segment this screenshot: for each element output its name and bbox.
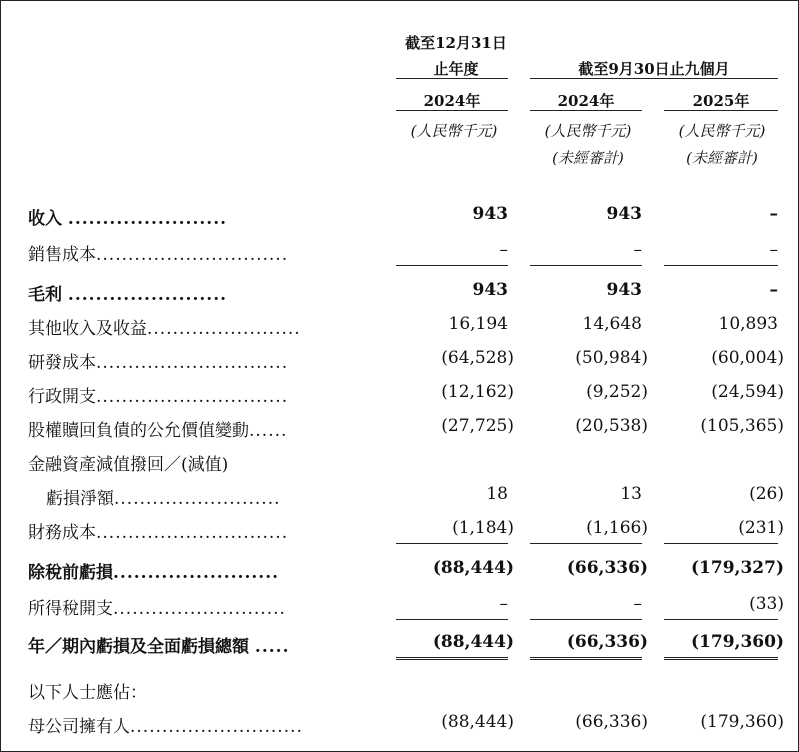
subtotal-rule-c3 — [664, 619, 778, 620]
row-label: 所得稅開支 — [28, 599, 113, 619]
cell-revenue-c2: 943 — [606, 204, 642, 224]
cell-admin-expenses-c2: (9,252) — [586, 382, 648, 402]
cell-cost-of-sales-c3: – — [769, 240, 778, 260]
cell-rd-costs-c3: (60,004) — [711, 348, 784, 368]
row-label: 除稅前虧損 — [28, 563, 113, 583]
row-leader: .............................. — [96, 523, 289, 543]
subtotal-rule-c1 — [396, 543, 508, 544]
cell-fair-value-change-c2: (20,538) — [575, 416, 648, 436]
row-cost-of-sales — [28, 240, 288, 265]
row-leader: .............................. — [96, 245, 289, 265]
row-impairment-heading — [28, 450, 228, 475]
row-label: 收入 — [28, 209, 62, 229]
cell-finance-costs-c1: (1,184) — [452, 518, 514, 538]
header-col2-rule — [530, 110, 642, 111]
subtotal-rule-c2 — [530, 543, 642, 544]
row-leader: ....................... — [67, 285, 228, 305]
cell-finance-costs-c2: (1,166) — [586, 518, 648, 538]
header-col3-audit: (未經審計) — [686, 149, 758, 167]
row-revenue — [28, 204, 227, 229]
total-double-rule-c2 — [530, 657, 642, 660]
row-leader: ........................... — [113, 599, 286, 619]
header-col2-audit: (未經審計) — [552, 149, 624, 167]
header-group1-rule — [396, 78, 508, 79]
header-col2-year: 2024年 — [557, 92, 615, 110]
header-group1-line2: 止年度 — [433, 60, 479, 78]
header-group1-line1: 截至12月31日 — [405, 34, 507, 52]
cell-impairment-net-c2: 13 — [620, 484, 642, 504]
row-loss-before-tax — [28, 558, 279, 583]
row-leader: ........................ — [147, 319, 301, 339]
row-rd-costs — [28, 348, 288, 373]
cell-rd-costs-c2: (50,984) — [575, 348, 648, 368]
row-label: 研發成本 — [28, 353, 96, 373]
cell-admin-expenses-c1: (12,162) — [441, 382, 514, 402]
row-finance-costs — [28, 518, 288, 543]
row-label: 年／期內虧損及全面虧損總額 — [28, 637, 249, 657]
header-col2-unit: (人民幣千元) — [544, 122, 632, 140]
cell-loss-before-tax-c3: (179,327) — [691, 558, 784, 578]
header-col3-rule — [664, 110, 778, 111]
header-col1-unit: (人民幣千元) — [410, 122, 498, 140]
header-col1-year: 2024年 — [423, 92, 481, 110]
row-label: 虧損淨額 — [46, 489, 114, 509]
row-leader: .............................. — [96, 353, 289, 373]
row-leader: ...... — [249, 421, 288, 441]
cell-finance-costs-c3: (231) — [738, 518, 784, 538]
cell-gross-profit-c3: – — [769, 280, 778, 300]
header-col3-unit: (人民幣千元) — [678, 122, 766, 140]
cell-revenue-c1: 943 — [472, 204, 508, 224]
cell-total-loss-c1: (88,444) — [432, 632, 514, 652]
row-other-income — [28, 314, 301, 339]
row-leader: ..... — [254, 637, 290, 657]
cell-income-tax-c2: – — [633, 594, 642, 614]
header-col3-year: 2025年 — [692, 92, 750, 110]
cell-cost-of-sales-c1: – — [499, 240, 508, 260]
row-gross-profit — [28, 280, 227, 305]
cell-owners-c1: (88,444) — [441, 712, 514, 732]
subtotal-rule-c2 — [530, 265, 642, 266]
cell-other-income-c3: 10,893 — [718, 314, 778, 334]
cell-fair-value-change-c1: (27,725) — [441, 416, 514, 436]
row-leader: .............................. — [96, 387, 289, 407]
cell-loss-before-tax-c2: (66,336) — [566, 558, 648, 578]
cell-admin-expenses-c3: (24,594) — [711, 382, 784, 402]
row-leader: .......................... — [114, 489, 281, 509]
row-total-comprehensive-loss — [28, 632, 290, 657]
cell-loss-before-tax-c1: (88,444) — [432, 558, 514, 578]
row-label: 母公司擁有人 — [28, 717, 130, 737]
cell-total-loss-c2: (66,336) — [566, 632, 648, 652]
row-label: 財務成本 — [28, 523, 96, 543]
row-label: 行政開支 — [28, 387, 96, 407]
cell-income-tax-c3: (33) — [749, 594, 784, 614]
row-leader: ........................ — [113, 563, 280, 583]
cell-rd-costs-c1: (64,528) — [441, 348, 514, 368]
row-fair-value-change — [28, 416, 287, 441]
row-label: 金融資產減值撥回／(減值) — [28, 455, 229, 475]
cell-gross-profit-c2: 943 — [606, 280, 642, 300]
subtotal-rule-c1 — [396, 619, 508, 620]
row-income-tax — [28, 594, 286, 619]
header-group2: 截至9月30日止九個月 — [578, 60, 730, 78]
cell-total-loss-c3: (179,360) — [691, 632, 784, 652]
row-admin-expenses — [28, 382, 288, 407]
row-leader: ....................... — [67, 209, 228, 229]
cell-income-tax-c1: – — [499, 594, 508, 614]
cell-revenue-c3: – — [769, 204, 778, 224]
cell-cost-of-sales-c2: – — [633, 240, 642, 260]
cell-owners-c2: (66,336) — [575, 712, 648, 732]
header-group2-rule — [530, 78, 778, 79]
cell-gross-profit-c1: 943 — [472, 280, 508, 300]
row-label: 銷售成本 — [28, 245, 96, 265]
header-col1-rule — [396, 110, 508, 111]
cell-impairment-net-c1: 18 — [486, 484, 508, 504]
cell-impairment-net-c3: (26) — [749, 484, 784, 504]
cell-other-income-c1: 16,194 — [448, 314, 508, 334]
subtotal-rule-c3 — [664, 265, 778, 266]
total-double-rule-c3 — [664, 657, 778, 660]
row-attributable-heading — [28, 678, 147, 703]
row-label: 毛利 — [28, 285, 62, 305]
row-leader: ........................... — [130, 717, 303, 737]
row-label: 以下人士應佔： — [28, 683, 147, 703]
row-label: 其他收入及收益 — [28, 319, 147, 339]
row-owners-of-parent — [28, 712, 303, 737]
subtotal-rule-c2 — [530, 619, 642, 620]
subtotal-rule-c1 — [396, 265, 508, 266]
cell-fair-value-change-c3: (105,365) — [700, 416, 784, 436]
row-label: 股權贖回負債的公允價值變動 — [28, 421, 249, 441]
total-double-rule-c1 — [396, 657, 508, 660]
cell-owners-c3: (179,360) — [700, 712, 784, 732]
cell-other-income-c2: 14,648 — [582, 314, 642, 334]
row-impairment-net — [28, 484, 281, 509]
subtotal-rule-c3 — [664, 543, 778, 544]
